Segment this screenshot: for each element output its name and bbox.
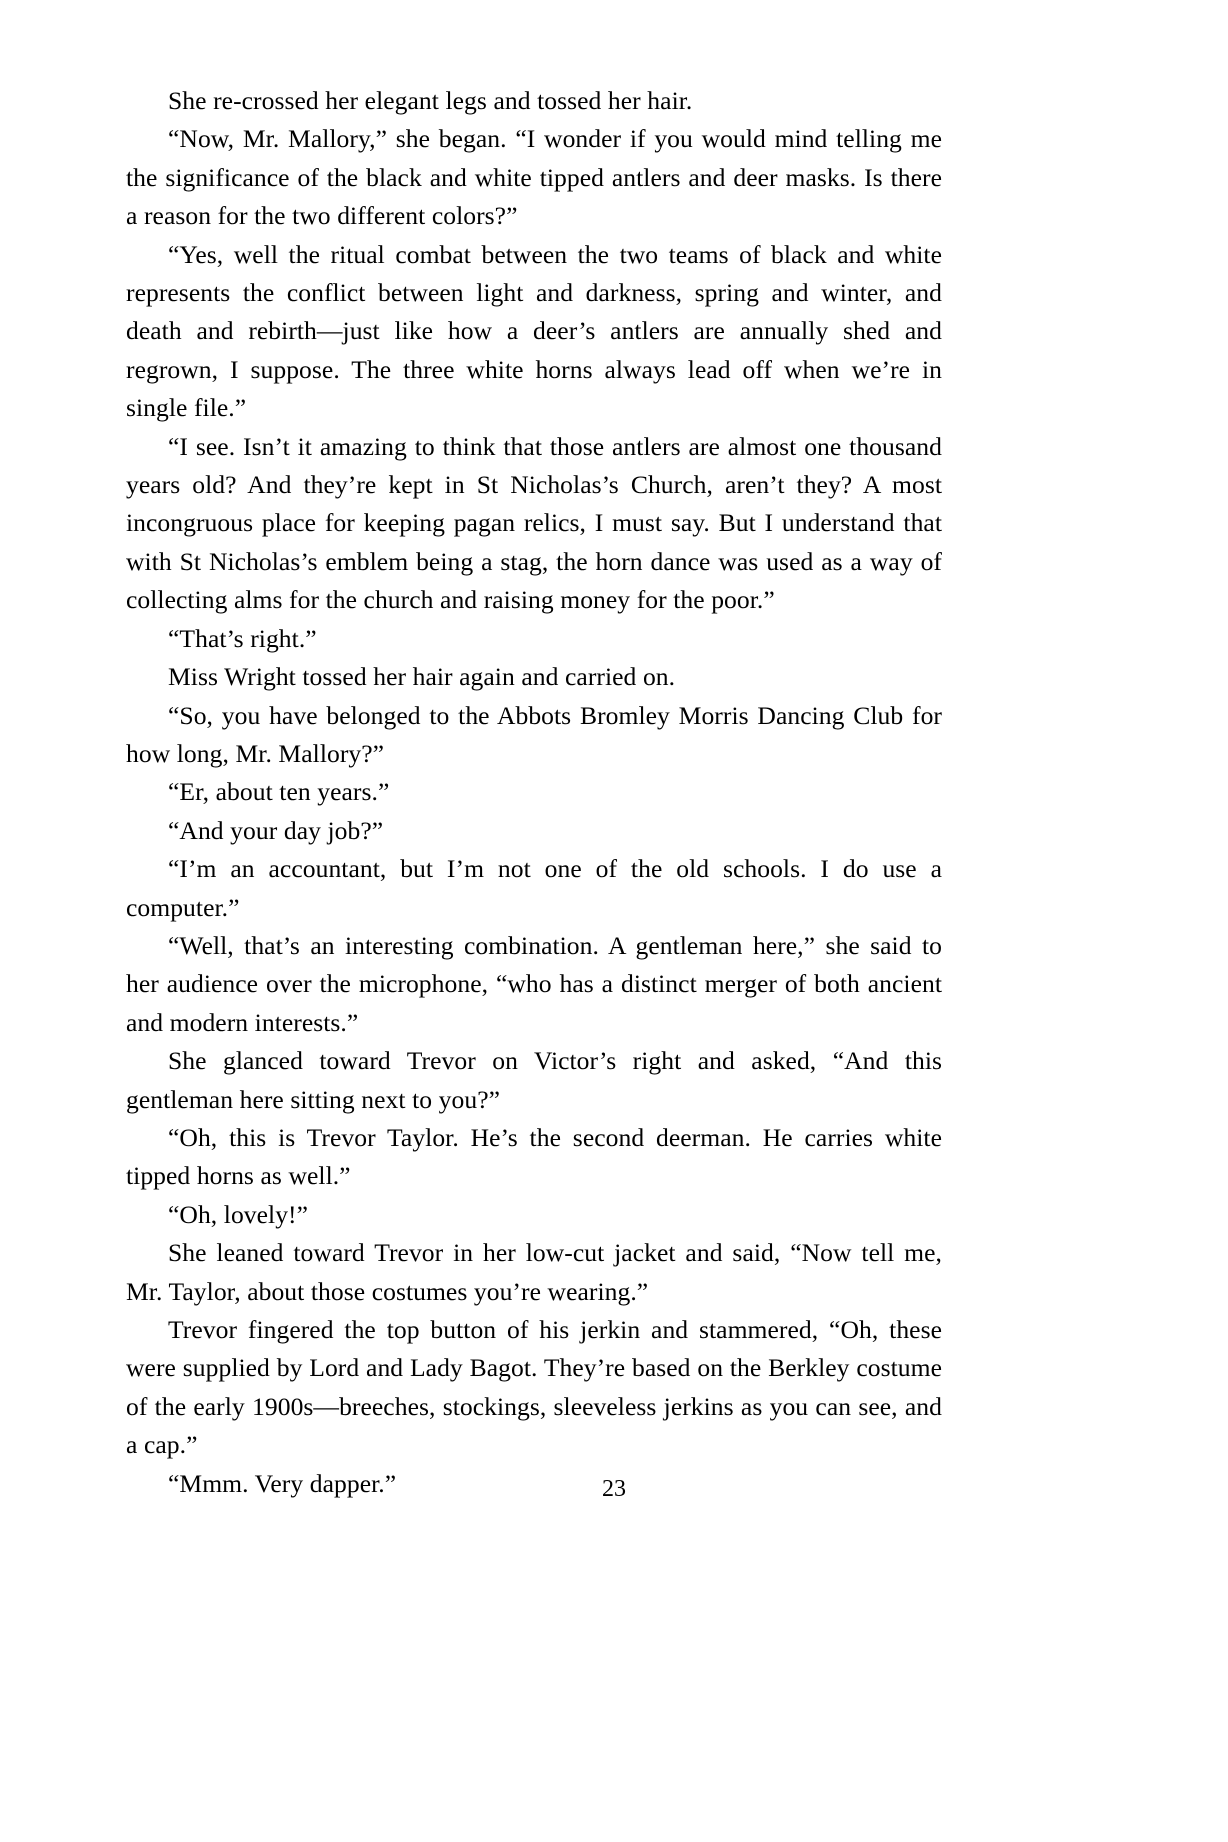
paragraph: “Mmm. Very dapper.” [168, 1468, 397, 1498]
paragraph: “And your day job?” [168, 815, 384, 845]
paragraph: “Oh, lovely!” [168, 1199, 309, 1229]
paragraph: “That’s right.” [168, 623, 317, 653]
paragraph: “So, you have belonged to the Abbots Bromley Morris Dancing Club for how long, Mr. Mallory?” [126, 700, 942, 768]
page-footer [0, 1475, 1228, 1503]
paragraph: Miss Wright tossed her hair again and carried on. [168, 662, 676, 692]
paragraph: “Oh, this is Trevor Taylor. He’s the second deerman. He carries white tipped horns as well.” [126, 1122, 942, 1191]
page-number: 23 [602, 1476, 626, 1502]
paragraph: She glanced toward Trevor on Victor’s right and asked, “And this gentleman here sitting next to you?” [126, 1046, 942, 1114]
paragraph: “I see. Isn’t it amazing to think that those antlers are almost one thousand years old? And they’re kept in St Nicholas’s Church, aren’t they? A most incongruous place for keeping pagan relics, I must say. But I understand that with St Nicholas’s emblem being a stag, the horn dance was used as a way of collecting alms for the church and raising money for the poor.” [126, 431, 942, 615]
paragraph: “Now, Mr. Mallory,” she began. “I wonder if you would mind telling me the significance of the black and white tipped antlers and deer masks. Is there a reason for the two different colors?” [126, 124, 942, 231]
paragraph: Trevor fingered the top button of his jerkin and stammered, “Oh, these were supplied by Lord and Lady Bagot. They’re based on the Berkley costume of the early 1900s—breeches, stockings, sleeveless jerkins as you can see, and a cap.” [126, 1315, 942, 1460]
paragraph: She leaned toward Trevor in her low-cut jacket and said, “Now tell me, Mr. Taylor, about those costumes you’re wearing.” [126, 1238, 942, 1306]
paragraph: “Well, that’s an interesting combination. A gentleman here,” she said to her audience over the microphone, “who has a distinct merger of both ancient and modern interests.” [126, 930, 942, 1037]
paragraph: She re-crossed her elegant legs and tossed her hair. [168, 86, 693, 115]
paragraph: “I’m an accountant, but I’m not one of the old schools. I do use a computer.” [126, 854, 942, 922]
body-text-block [126, 82, 942, 1503]
paragraph: “Er, about ten years.” [168, 777, 390, 807]
paragraph: “Yes, well the ritual combat between the two teams of black and white represents the conflict between light and darkness, spring and winter, and death and rebirth—just like how a deer’s antlers are annually shed and regrown, I suppose. The three white horns always lead off when we’re in single file.” [126, 239, 942, 423]
